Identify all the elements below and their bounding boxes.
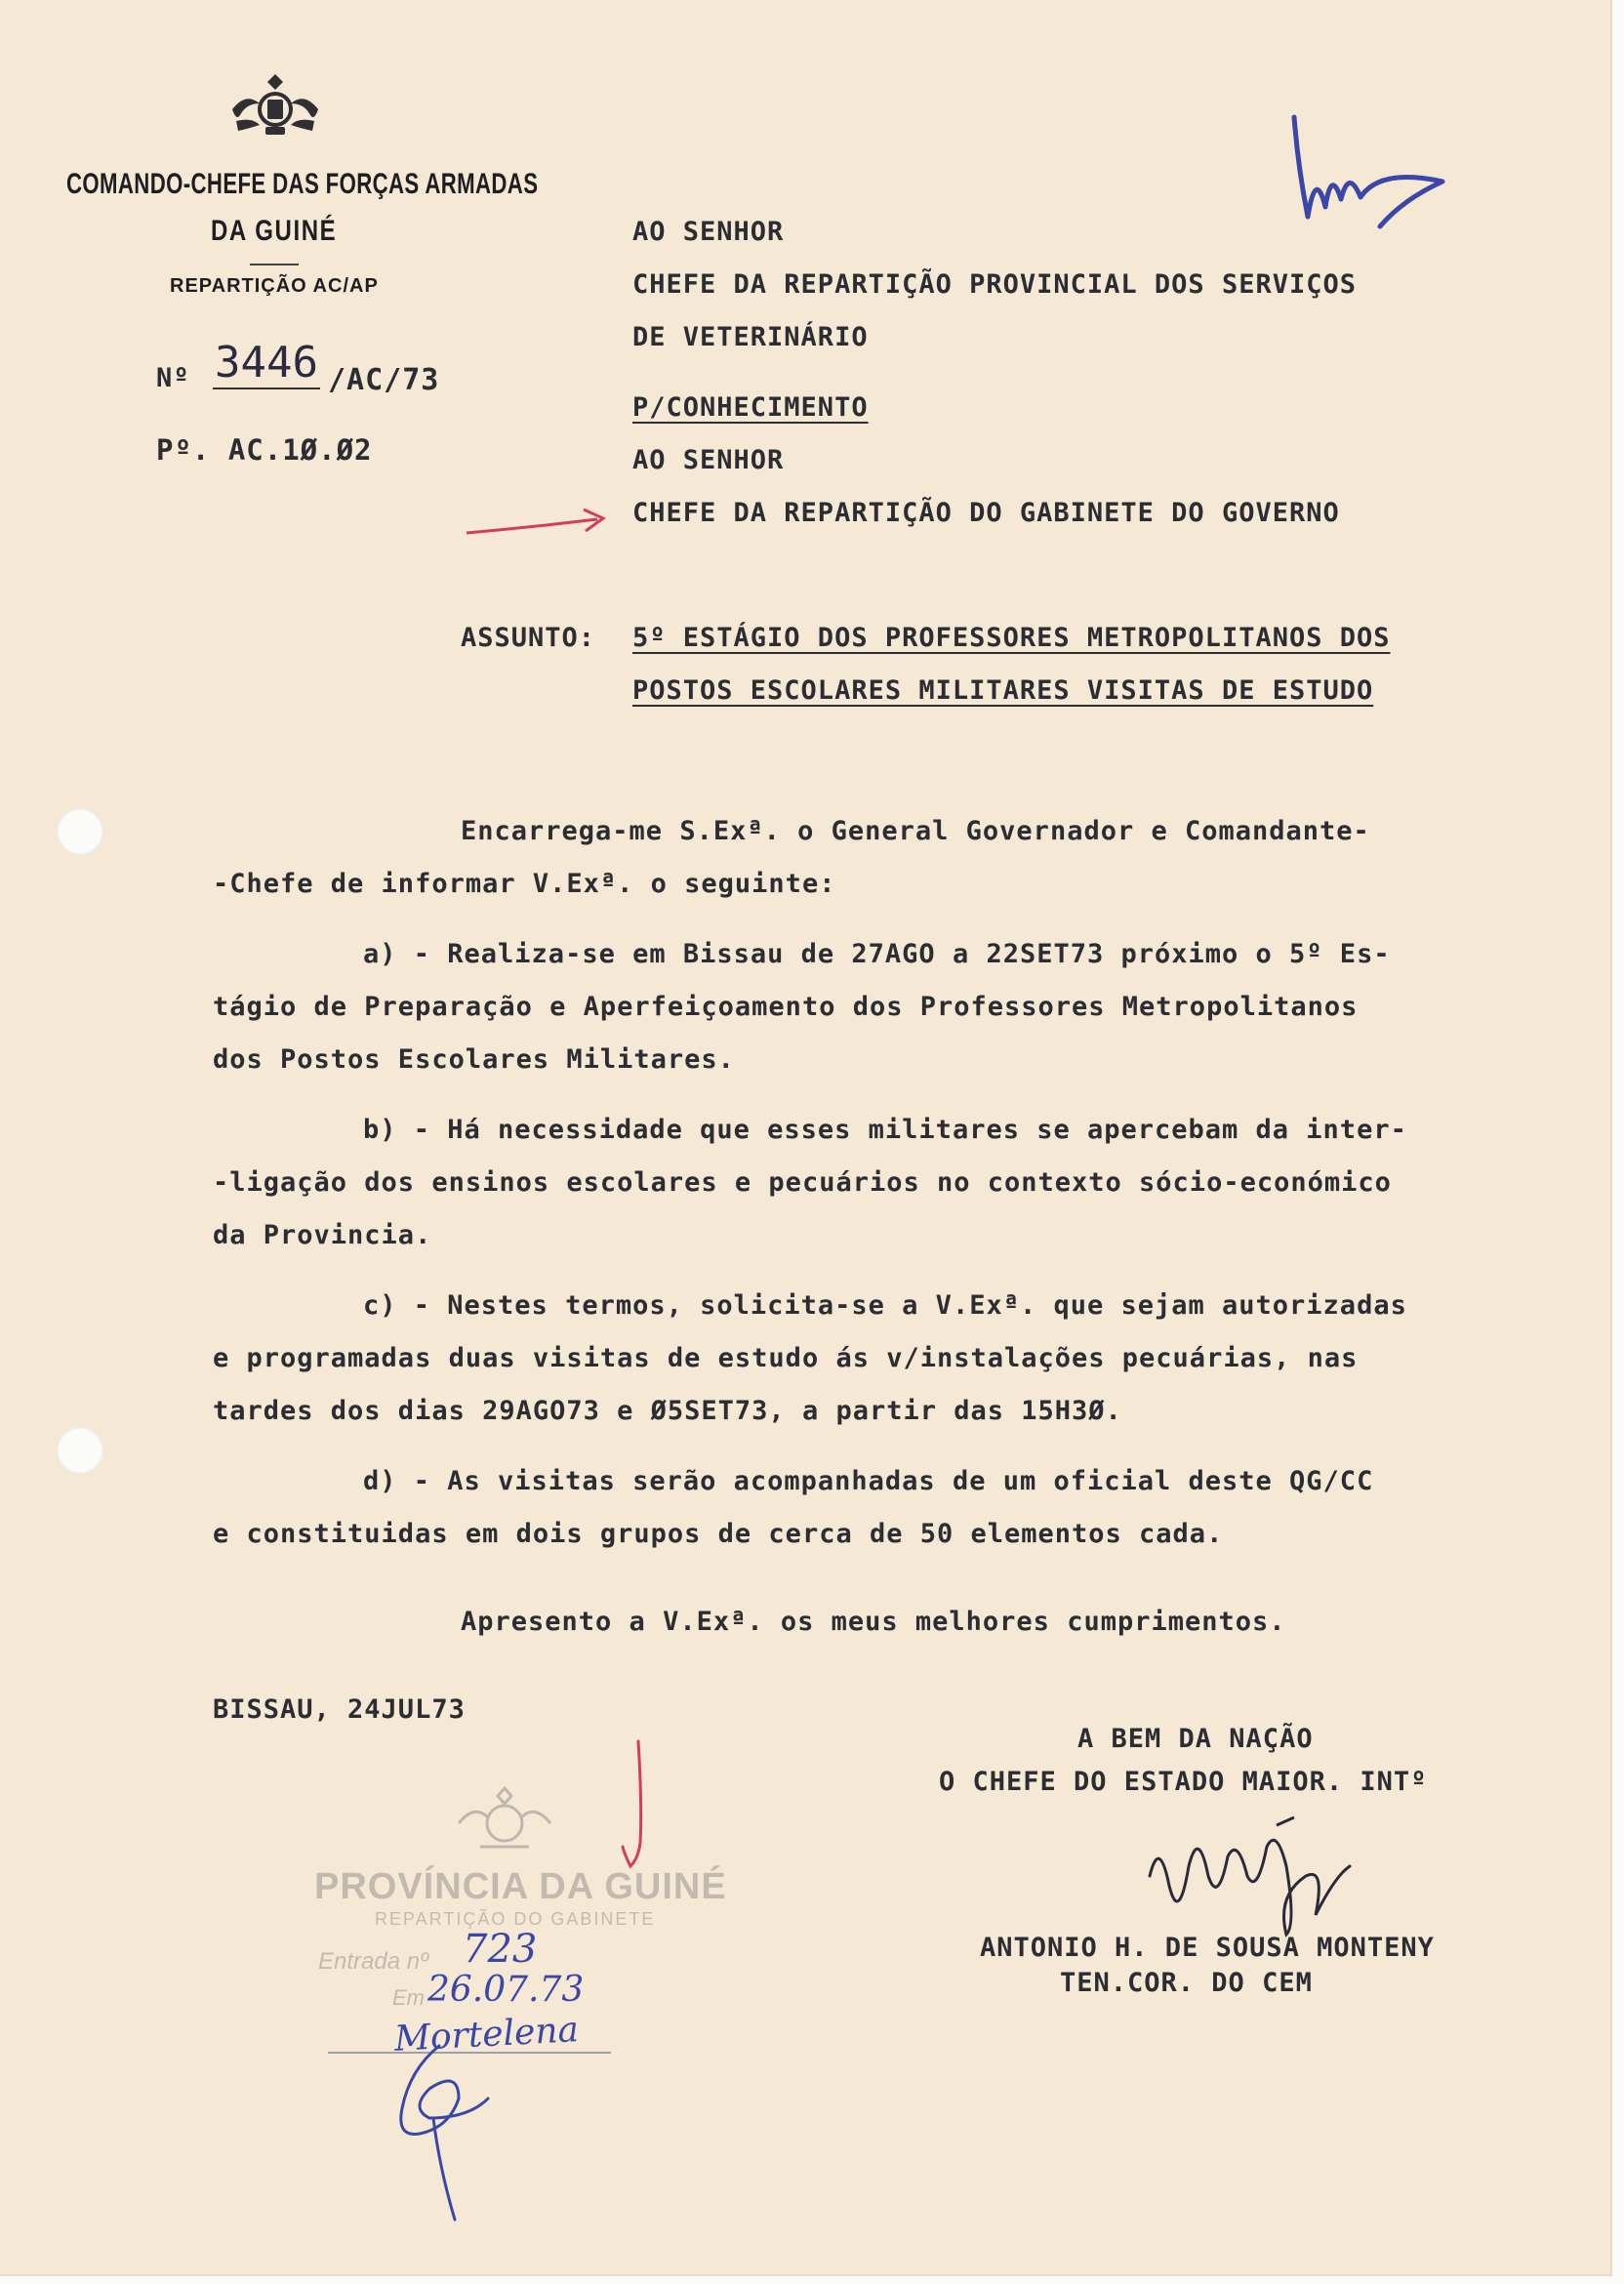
body-intro-line1: Encarrega-me S.Exª. o General Governador e Comandante- — [461, 816, 1370, 846]
red-arrow-icon — [465, 504, 611, 539]
subject-label: ASSUNTO: — [461, 623, 596, 653]
document-number-suffix: /AC/73 — [328, 363, 440, 397]
item-c-line3: tardes dos dias 29AGO73 e Ø5SET73, a partir das 15H3Ø. — [213, 1396, 1122, 1426]
item-b-line3: da Provincia. — [213, 1220, 432, 1250]
subject-line2: POSTOS ESCOLARES MILITARES VISITAS DE ESTUDO — [632, 675, 1374, 706]
addressee-line3: DE VETERINÁRIO — [632, 322, 869, 352]
item-a-line1: a) - Realiza-se em Bissau de 27AGO a 22SET73 próximo o 5º Es- — [363, 939, 1391, 969]
place-date: BISSAU, 24JUL73 — [213, 1694, 466, 1725]
org-name-line2: DA GUINÉ — [211, 215, 338, 247]
cc-line2: CHEFE DA REPARTIÇÃO DO GABINETE DO GOVERNO — [632, 498, 1340, 528]
document-number-prefix: Nº — [156, 363, 190, 393]
item-c-line1: c) - Nestes termos, solicita-se a V.Exª. que sejam autorizadas — [363, 1290, 1407, 1321]
punch-hole-bottom — [57, 1427, 103, 1474]
signatory-name: ANTONIO H. DE SOUSA MONTENY — [980, 1933, 1435, 1963]
addressee-line1: AO SENHOR — [632, 217, 785, 247]
stamp-subtitle: REPARTIÇÃO DO GABINETE — [375, 1909, 656, 1929]
signature-motto: A BEM DA NAÇÃO — [1077, 1724, 1314, 1754]
org-name-line1: COMANDO-CHEFE DAS FORÇAS ARMADAS — [66, 168, 539, 200]
blue-paraph-icon — [390, 2040, 508, 2225]
stamp-title: PROVÍNCIA DA GUINÉ — [314, 1866, 727, 1907]
body-intro-line2: -Chefe de informar V.Exª. o seguinte: — [213, 869, 836, 899]
punch-hole-top — [57, 808, 103, 855]
item-d-line1: d) - As visitas serão acompanhadas de um oficial deste QG/CC — [363, 1466, 1374, 1496]
stamp-initials: Mortelena — [393, 2010, 580, 2060]
process-reference: Pº. AC.1Ø.Ø2 — [156, 433, 373, 467]
closing-line: Apresento a V.Exª. os meus melhores cumprimentos. — [461, 1607, 1286, 1637]
coat-of-arms-stamp-icon — [451, 1784, 558, 1858]
stamp-date-label: Em — [392, 1985, 425, 2010]
addressee-line2: CHEFE DA REPARTIÇÃO PROVINCIAL DOS SERVIÇOS — [632, 269, 1357, 300]
item-a-line3: dos Postos Escolares Militares. — [213, 1044, 735, 1075]
cc-label: P/CONHECIMENTO — [632, 392, 869, 423]
subject-line1: 5º ESTÁGIO DOS PROFESSORES METROPOLITANOS DOS — [632, 623, 1391, 653]
department-label: REPARTIÇÃO AC/AP — [170, 275, 379, 297]
letterhead-divider — [250, 264, 299, 265]
document-number: 3446 — [215, 338, 318, 387]
item-a-line2: tágio de Preparação e Aperfeiçoamento dos Professores Metropolitanos — [213, 992, 1359, 1022]
item-c-line2: e programadas duas visitas de estudo ás v/instalações pecuárias, nas — [213, 1343, 1359, 1373]
item-b-line1: b) - Há necessidade que esses militares se apercebam da inter- — [363, 1115, 1407, 1145]
signatory-rank: TEN.COR. DO CEM — [1060, 1968, 1313, 1998]
blue-initials-icon — [1286, 109, 1462, 246]
stamp-entry-label: Entrada nº — [318, 1948, 428, 1975]
stamp-entry-number: 723 — [463, 1927, 538, 1972]
portuguese-coat-of-arms-icon — [226, 70, 324, 141]
cc-line1: AO SENHOR — [632, 445, 785, 475]
item-d-line2: e constituidas em dois grupos de cerca de 50 elementos cada. — [213, 1519, 1224, 1549]
red-tick-icon — [613, 1737, 652, 1874]
handwritten-signature-icon — [1140, 1808, 1355, 1944]
stamp-date: 26.07.73 — [427, 1970, 585, 2010]
item-b-line2: -ligação dos ensinos escolares e pecuários no contexto sócio-económico — [213, 1167, 1392, 1198]
signature-title: O CHEFE DO ESTADO MAIOR. INTº — [939, 1767, 1428, 1797]
